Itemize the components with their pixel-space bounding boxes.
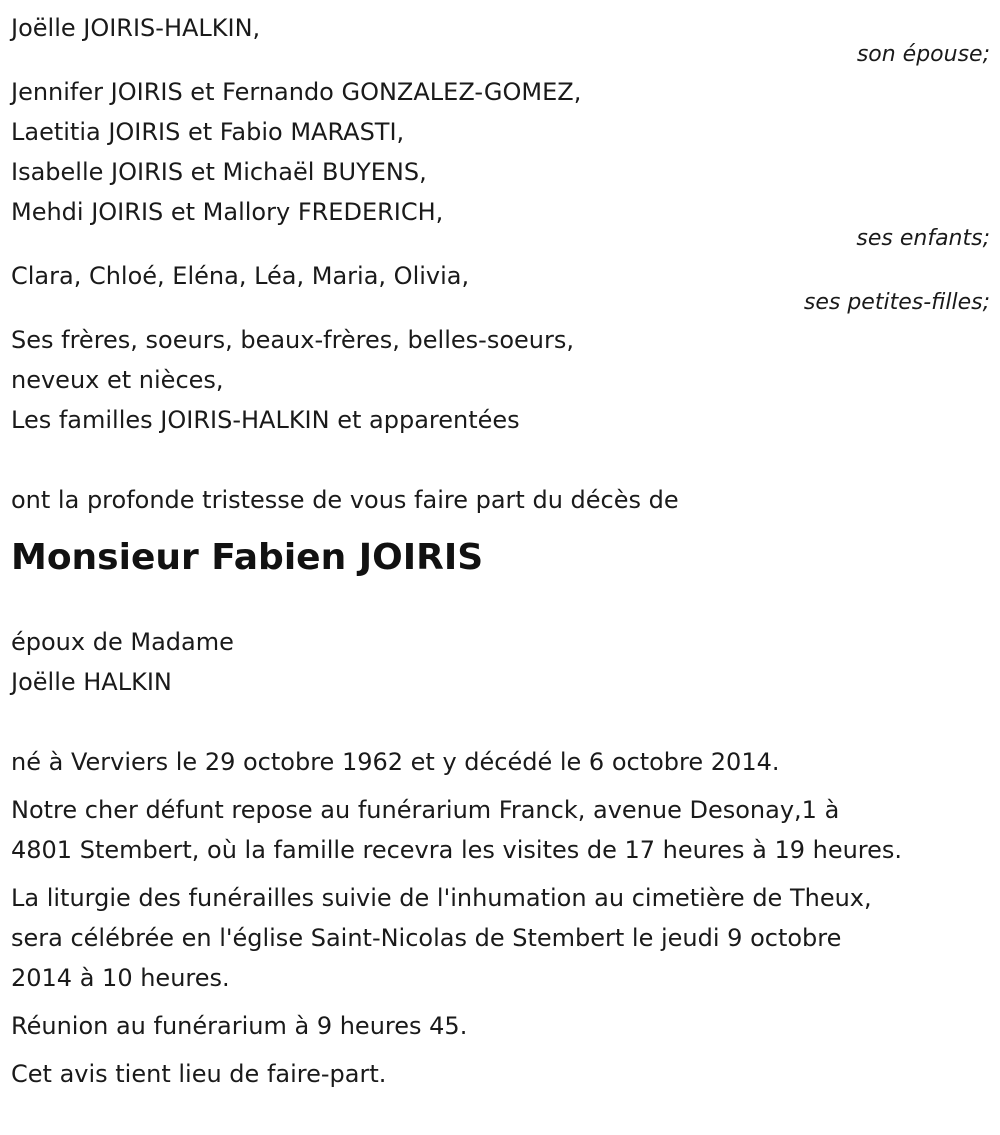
meeting-text: Réunion au funérarium à 9 heures 45. (11, 1012, 468, 1040)
liturgy-line-3: 2014 à 10 heures. (11, 964, 230, 992)
liturgy-line-1: La liturgie des funérailles suivie de l'inhumation au cimetière de Theux, (11, 884, 872, 912)
spouse-name: Joëlle JOIRIS-HALKIN, (11, 14, 261, 42)
child-couple-4: Mehdi JOIRIS et Mallory FREDERICH, (11, 198, 444, 226)
announcement-text: ont la profonde tristesse de vous faire part du décès de (11, 486, 679, 514)
birth-death-text: né à Verviers le 29 octobre 1962 et y décédé le 6 octobre 2014. (11, 748, 780, 776)
children-role: ses enfants; (856, 226, 990, 251)
child-couple-1: Jennifer JOIRIS et Fernando GONZALEZ-GOMEZ, (11, 78, 582, 106)
rest-paragraph (11, 790, 990, 870)
child-couple-3: Isabelle JOIRIS et Michaël BUYENS, (11, 158, 427, 186)
deceased-name: Monsieur Fabien JOIRIS (11, 537, 484, 578)
birth-death-paragraph (11, 742, 990, 782)
notice-text: Cet avis tient lieu de faire-part. (11, 1060, 387, 1088)
grandchildren-role: ses petites-filles; (803, 290, 990, 315)
family-line-3: Les familles JOIRIS-HALKIN et apparentées (11, 406, 520, 434)
family-line-1: Ses frères, soeurs, beaux-frères, belles-soeurs, (11, 326, 574, 354)
grandchildren-names: Clara, Chloé, Eléna, Léa, Maria, Olivia, (11, 262, 470, 290)
notice-paragraph (11, 1054, 990, 1094)
spacer (11, 702, 990, 742)
spouse-role: son épouse; (856, 42, 990, 67)
family-line-2: neveux et nièces, (11, 366, 224, 394)
spouse-of-line-2: Joëlle HALKIN (11, 668, 172, 696)
rest-line-1: Notre cher défunt repose au funérarium Franck, avenue Desonay,1 à (11, 796, 840, 824)
spacer (11, 582, 990, 622)
liturgy-line-2: sera célébrée en l'église Saint-Nicolas de Stembert le jeudi 9 octobre (11, 924, 842, 952)
liturgy-paragraph (11, 878, 990, 998)
child-couple-2: Laetitia JOIRIS et Fabio MARASTI, (11, 118, 405, 146)
meeting-paragraph (11, 1006, 990, 1046)
spouse-of-line-1: époux de Madame (11, 628, 234, 656)
spacer (11, 440, 990, 480)
rest-line-2: 4801 Stembert, où la famille recevra les visites de 17 heures à 19 heures. (11, 836, 903, 864)
